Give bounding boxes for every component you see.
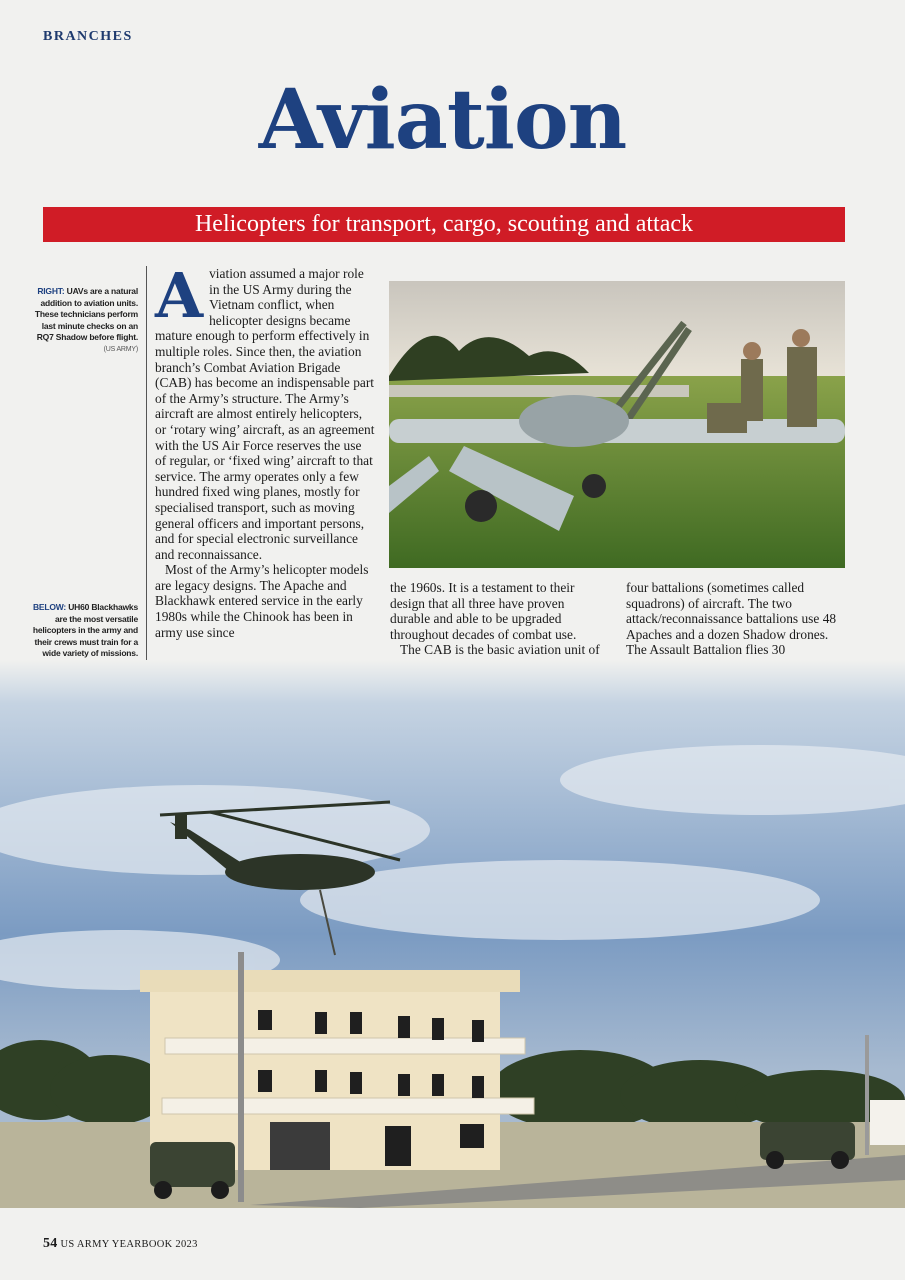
section-label: BRANCHES	[43, 29, 133, 44]
caption-right-credit: (US ARMY)	[103, 345, 138, 353]
caption-below-lead: BELOW:	[32, 602, 67, 612]
page-footer	[43, 1236, 198, 1252]
caption-divider	[146, 266, 147, 678]
caption-right-text: UAVs are a natural addition to aviation units. These technicians perform last minute checks on an RQ7 Shadow before flight.	[34, 286, 138, 342]
building	[140, 970, 534, 1170]
uav-photo	[389, 281, 845, 568]
caption-below-text: UH60 Blackhawks are the most versatile helicopters in the army and their crews must train for a wide variety of missions.	[32, 602, 138, 658]
page-title: Aviation	[258, 72, 627, 168]
article-paragraph: The CAB is the basic aviation unit of	[400, 642, 600, 658]
article-paragraph: Most of the Army’s helicopter models are legacy designs. The Apache and Blackhawk entered service in the early 1980s while the Chinook has been in army use since	[155, 562, 369, 640]
article-paragraph	[155, 259, 375, 562]
article-paragraph: the 1960s. It is a testament to their design that all three have proven durable and able to be upgraded throughout decades of combat use.	[390, 580, 577, 642]
caption-right	[30, 286, 138, 355]
uh60-blackhawk-image	[0, 660, 905, 1208]
article-text: viation assumed a major role in the US Army during the Vietnam conflict, when helicopter designs became mature enough to perform effectively in multiple roles. Since then, the aviation branch’s Combat Aviation Brigade (CAB) has become an indispensable part of the Army’s structure. The Army’s aircraft are almost entirely helicopters, or ‘rotary wing’ aircraft, as an agreement with the US Air Force reserves the use of regular, or ‘fixed wing’ aircraft to that service. The army operates only a few hundred fixed wing planes, mostly for specialised transport, such as moving general officers and important persons, and for special electronic surveillance and reconnaissance.	[155, 266, 375, 562]
caption-right-lead: RIGHT:	[37, 286, 65, 296]
rq7-shadow-uav-image	[389, 281, 845, 568]
blackhawk-photo	[0, 660, 905, 1208]
drop-cap: A	[155, 259, 204, 332]
article-paragraph: four battalions (sometimes called squadrons) of aircraft. The two attack/reconnaissance battalions use 48 Apaches and a dozen Shadow drones. The Assault Battalion flies 30	[626, 580, 837, 658]
page-number: 54	[43, 1236, 58, 1251]
subtitle-banner: Helicopters for transport, cargo, scouting and attack	[43, 207, 845, 242]
publication-name: US ARMY YEARBOOK 2023	[60, 1239, 198, 1250]
article-column-1	[155, 259, 375, 640]
